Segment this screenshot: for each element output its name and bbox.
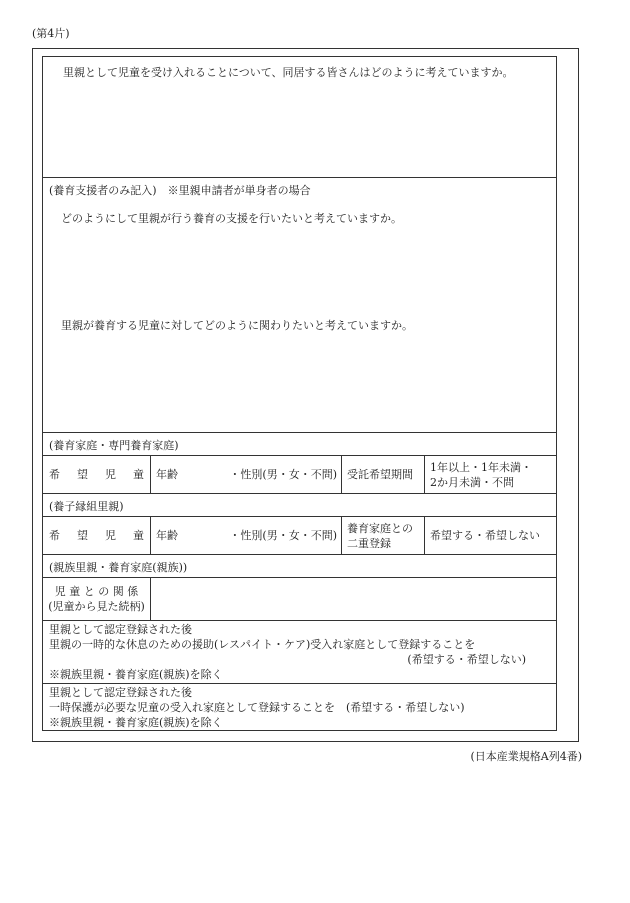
rearing-support-question-1: どのようにして里親が行う養育の支援を行いたいと考えていますか。 — [61, 212, 402, 225]
adoption-sex-label: ・性別(男・女・不問) — [229, 529, 337, 542]
foster-age-sex-field[interactable] — [151, 456, 342, 494]
dual-registration-label: 養育家庭との 二重登録 — [342, 517, 425, 555]
kinship-section-title: (親族里親・養育家庭(親族)) — [43, 555, 557, 578]
child-relation-label: 児 童 と の 関 係 (児童から見た続柄) — [43, 578, 151, 621]
respite-care-field[interactable]: 里親として認定登録された後 里親の一時的な休息のための援助(レスパイト・ケア)受入れ家庭として登録することを (希望する・希望しない) ※親族里親・養育家庭(親族)を除く — [43, 621, 557, 684]
paper-size-note: (日本産業規格A列4番) — [470, 750, 582, 763]
adoption-section-title: (養子縁組里親) — [43, 494, 557, 517]
adoption-age-sex-field[interactable] — [151, 517, 342, 555]
desired-period-options[interactable]: 1年以上・1年未満・ 2か月未満・不問 — [425, 456, 557, 494]
dual-registration-options[interactable]: 希望する・希望しない — [425, 517, 557, 555]
child-relation-field[interactable] — [151, 578, 557, 621]
form-table — [42, 56, 557, 731]
adoption-age-label: 年齢 — [156, 529, 178, 542]
rearing-support-question-2: 里親が養育する児童に対してどのように関わりたいと考えていますか。 — [61, 319, 413, 332]
age-label: 年齢 — [156, 468, 178, 481]
foster-home-section-title: (養育家庭・専門養育家庭) — [43, 433, 557, 456]
adoption-desired-child-label: 希 望 児 童 — [43, 517, 151, 555]
sex-label: ・性別(男・女・不問) — [229, 468, 337, 481]
rearing-support-field[interactable] — [43, 178, 557, 433]
temporary-protection-field[interactable]: 里親として認定登録された後 一時保護が必要な児童の受入れ家庭として登録することを (希望する・希望しない) ※親族里親・養育家庭(親族)を除く — [43, 684, 557, 731]
household-opinion-question: 里親として児童を受け入れることについて、同居する皆さんはどのように考えていますか。 — [63, 66, 514, 79]
rearing-support-header: (養育支援者のみ記入) ※里親申請者が単身者の場合 — [49, 184, 311, 197]
desired-child-label: 希 望 児 童 — [43, 456, 151, 494]
page-label: (第4片) — [32, 27, 70, 40]
household-opinion-field[interactable] — [43, 57, 557, 178]
desired-period-label: 受託希望期間 — [342, 456, 425, 494]
respite-options[interactable]: (希望する・希望しない) — [407, 653, 526, 666]
